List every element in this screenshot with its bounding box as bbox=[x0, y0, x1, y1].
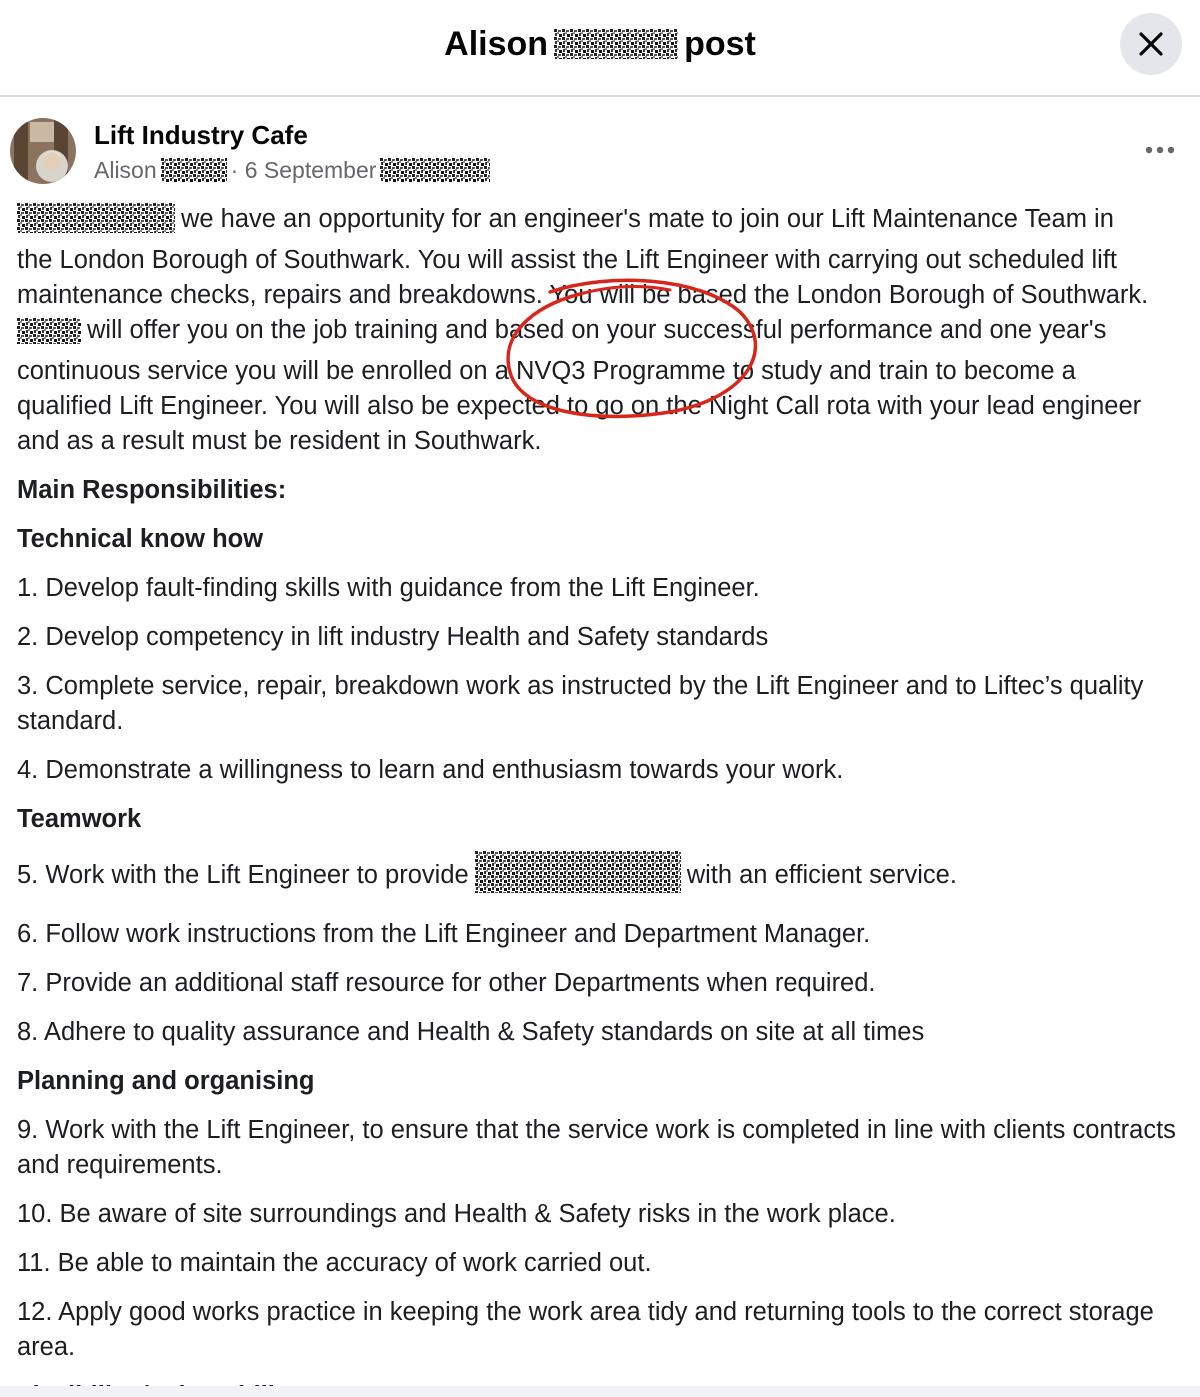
intro-line: and as a result must be resident in Southwark. bbox=[17, 427, 542, 455]
group-avatar[interactable] bbox=[10, 118, 76, 184]
more-options-button[interactable] bbox=[1138, 135, 1182, 165]
section-heading: Planning and organising bbox=[17, 1067, 315, 1095]
redacted-date-info bbox=[380, 158, 490, 189]
list-item: 9. Work with the Lift Engineer, to ensure that the service work is completed in line with clients contracts and requirements. bbox=[17, 1116, 1176, 1179]
intro-line: the London Borough of Southwark. You will assist the Lift Engineer with carrying out scheduled lift bbox=[17, 246, 1117, 274]
section-heading: Teamwork bbox=[17, 805, 142, 833]
list-item: 11. Be able to maintain the accuracy of work carried out. bbox=[17, 1249, 652, 1277]
intro-line: qualified Lift Engineer. You will also be expected to go on the Night Call rota with your lead engineer bbox=[17, 392, 1142, 420]
list-item: 4. Demonstrate a willingness to learn and enthusiasm towards your work. bbox=[17, 756, 844, 784]
intro-line: we have an opportunity for an engineer's mate to join our Lift Maintenance Team in bbox=[181, 205, 1114, 233]
list-item: 8. Adhere to quality assurance and Health & Safety standards on site at all times bbox=[17, 1018, 925, 1046]
dialog-bottom-edge bbox=[0, 1386, 1200, 1397]
list-item: 2. Develop competency in lift industry Health and Safety standards bbox=[17, 623, 769, 651]
intro-line: continuous service you will be enrolled on a NVQ3 Programme to study and train to become a bbox=[17, 357, 1076, 385]
redacted-company-name bbox=[17, 318, 81, 354]
list-item: 1. Develop fault-finding skills with guidance from the Lift Engineer. bbox=[17, 574, 760, 602]
post-dialog-header bbox=[0, 0, 1200, 97]
post-intro bbox=[17, 202, 1187, 459]
redacted-name bbox=[554, 28, 678, 68]
redacted-company-name bbox=[17, 203, 175, 243]
item-text: with an efficient service. bbox=[686, 861, 957, 889]
more-options-icon bbox=[1144, 145, 1176, 155]
list-item: 10. Be aware of site surroundings and Health & Safety risks in the work place. bbox=[17, 1200, 896, 1228]
title-author-name: Alison bbox=[444, 25, 549, 63]
list-item: 3. Complete service, repair, breakdown work as instructed by the Lift Engineer and to Liftec’s quality standard. bbox=[17, 672, 1144, 735]
redacted-surname bbox=[161, 158, 227, 189]
dialog-title bbox=[0, 24, 1200, 68]
list-item: 6. Follow work instructions from the Lift Engineer and Department Manager. bbox=[17, 920, 871, 948]
list-item: 7. Provide an additional staff resource for other Departments when required. bbox=[17, 969, 876, 997]
post-meta bbox=[94, 155, 494, 189]
list-item: 12. Apply good works practice in keeping the work area tidy and returning tools to the correct storage area. bbox=[17, 1298, 1154, 1361]
close-icon bbox=[1138, 31, 1164, 57]
section-heading: Technical know how bbox=[17, 525, 264, 553]
close-button[interactable] bbox=[1120, 13, 1182, 75]
group-name-link[interactable]: Lift Industry Cafe bbox=[94, 120, 308, 150]
post-date[interactable]: 6 September bbox=[244, 157, 377, 183]
item-text: 5. Work with the Lift Engineer to provide bbox=[17, 861, 469, 889]
intro-line: maintenance checks, repairs and breakdowns. You will be based the London Borough of Southwark. bbox=[17, 281, 1149, 309]
intro-line: will offer you on the job training and based on your successful performance and one year's bbox=[87, 316, 1107, 344]
title-suffix: post bbox=[684, 25, 756, 63]
redacted-company-name bbox=[475, 851, 681, 903]
post-body bbox=[17, 202, 1187, 1397]
list-item bbox=[17, 851, 1187, 903]
main-responsibilities-heading: Main Responsibilities: bbox=[17, 476, 287, 504]
meta-separator: · bbox=[230, 157, 239, 183]
author-name[interactable]: Alison bbox=[94, 157, 157, 183]
